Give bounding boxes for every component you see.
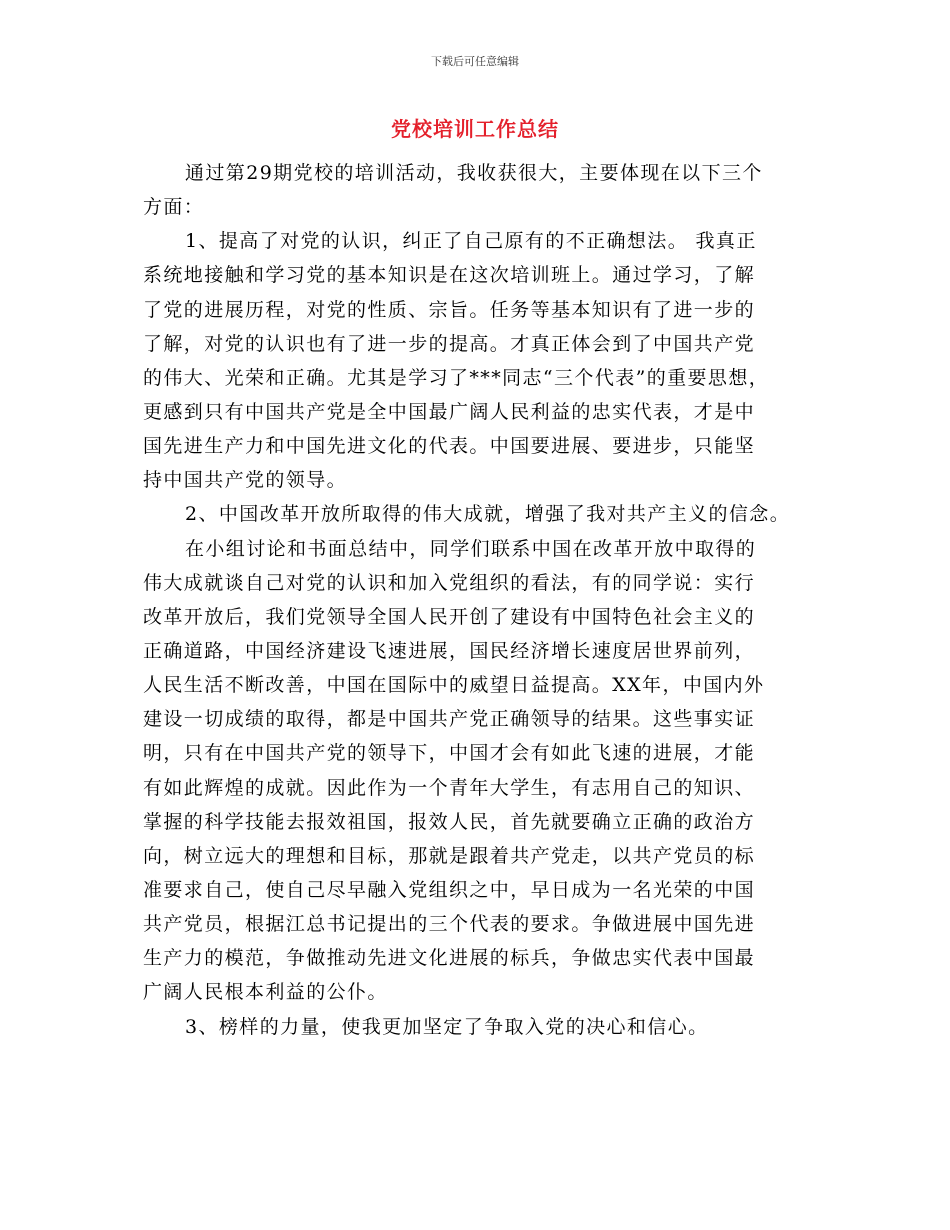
text-line: 更感到只有中国共产党是全中国最广阔人民利益的忠实代表，才是中 <box>143 400 756 423</box>
text-line: 在小组讨论和书面总结中，同学们联系中国在改革开放中取得的 <box>185 537 757 560</box>
text-line: 向，树立远大的理想和目标，那就是跟着共产党走，以共产党员的标 <box>143 844 756 867</box>
text-line: 2、中国改革开放所取得的伟大成就，增强了我对共产主义的信念。 <box>185 503 791 526</box>
text-line: 改革开放后，我们党领导全国人民开创了建设有中国特色社会主义的 <box>143 605 756 628</box>
text-line: 明，只有在中国共产党的领导下，中国才会有如此飞速的进展，才能 <box>143 742 756 765</box>
text-line: 人民生活不断改善，中国在国际中的威望日益提高。XX年，中国内外 <box>143 674 765 697</box>
text-line: 的伟大、光荣和正确。尤其是学习了***同志“三个代表”的重要思想， <box>143 366 770 389</box>
text-line: 持中国共产党的领导。 <box>143 469 348 492</box>
document-body <box>143 156 811 1044</box>
text-line: 生产力的模范，争做推动先进文化进展的标兵，争做忠实代表中国最 <box>143 947 756 970</box>
header-note: 下载后可任意编辑 <box>431 55 519 68</box>
text-line: 方面： <box>143 196 205 219</box>
text-line: 3、榜样的力量，使我更加坚定了争取入党的决心和信心。 <box>185 1015 709 1038</box>
text-line: 掌握的科学技能去报效祖国，报效人民，首先就要确立正确的政治方 <box>143 810 756 833</box>
text-line: 系统地接触和学习党的基本知识是在这次培训班上。通过学习，了解 <box>143 264 756 287</box>
text-line: 国先进生产力和中国先进文化的代表。中国要进展、要进步，只能坚 <box>143 435 756 458</box>
text-line: 了党的进展历程，对党的性质、宗旨。任务等基本知识有了进一步的 <box>143 298 756 321</box>
document-title: 党校培训工作总结 <box>391 117 559 141</box>
text-line: 1、提高了对党的认识，纠正了自己原有的不正确想法。 我真正 <box>185 230 757 253</box>
text-line: 建设一切成绩的取得，都是中国共产党正确领导的结果。这些事实证 <box>143 708 756 731</box>
text-line: 正确道路，中国经济建设飞速进展，国民经济增长速度居世界前列， <box>143 639 756 662</box>
text-line: 准要求自己，使自己尽早融入党组织之中，早日成为一名光荣的中国 <box>143 878 756 901</box>
text-line: 了解，对党的认识也有了进一步的提高。才真正体会到了中国共产党 <box>143 332 756 355</box>
text-line: 通过第29期党校的培训活动，我收获很大，主要体现在以下三个 <box>185 162 763 184</box>
text-line: 伟大成就谈自己对党的认识和加入党组织的看法，有的同学说：实行 <box>143 571 756 594</box>
text-line: 共产党员，根据江总书记提出的三个代表的要求。争做进展中国先进 <box>143 913 756 936</box>
text-line: 有如此辉煌的成就。因此作为一个青年大学生，有志用自己的知识、 <box>143 776 756 799</box>
text-line: 广阔人民根本利益的公仆。 <box>143 981 388 1004</box>
